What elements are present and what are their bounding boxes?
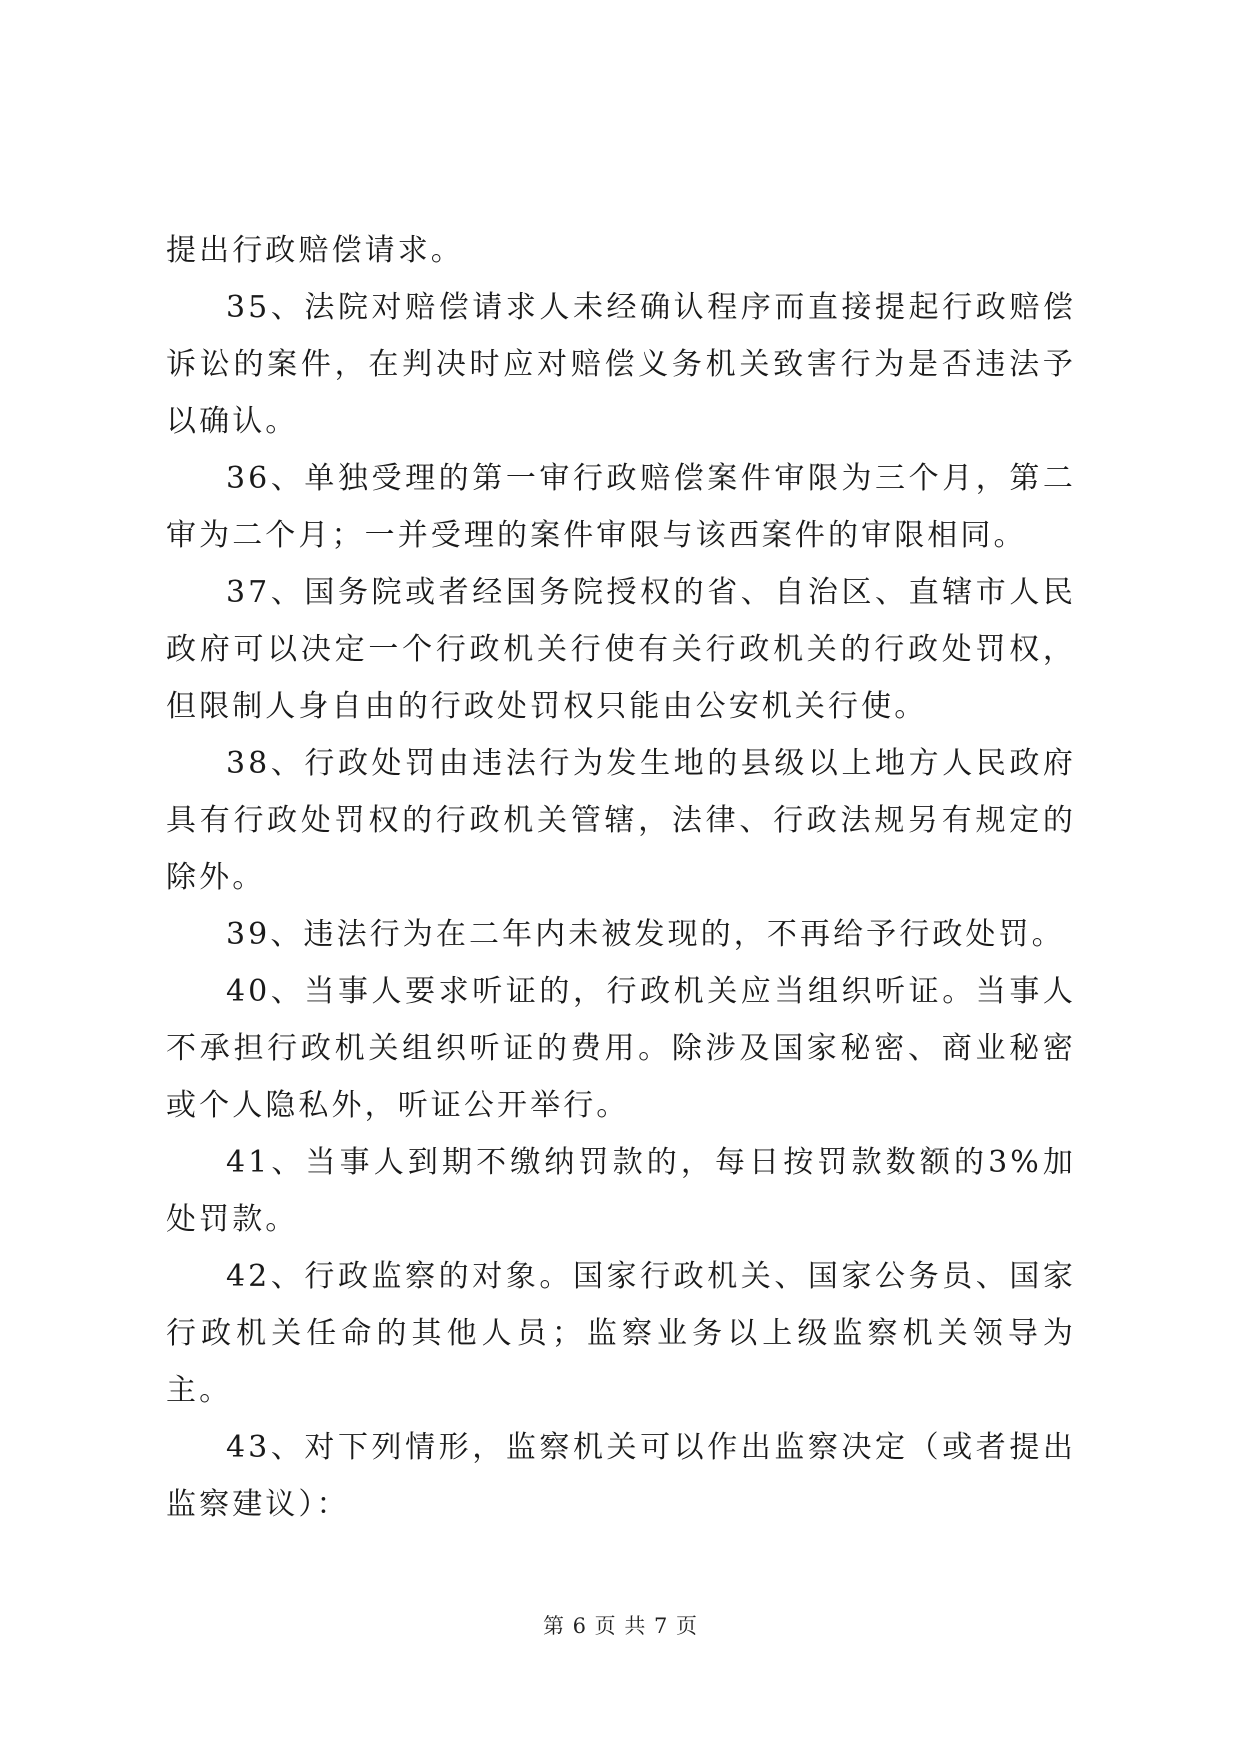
paragraph-item-41: 41、当事人到期不缴纳罚款的，每日按罚款数额的3%加处罚款。 xyxy=(166,1145,1076,1237)
page-footer: 第 6 页 共 7 页 xyxy=(542,1614,699,1638)
paragraph-item-37: 37、国务院或者经国务院授权的省、自治区、直辖市人民政府可以决定一个行政机关行使有关行政机关的行政处罚权，但限制人身自由的行政处罚权只能由公安机关行使。 xyxy=(166,575,1076,724)
paragraph-item-36: 36、单独受理的第一审行政赔偿案件审限为三个月，第二审为二个月；一并受理的案件审限与该西案件的审限相同。 xyxy=(166,461,1076,553)
paragraph-item-39: 39、违法行为在二年内未被发现的，不再给予行政处罚。 xyxy=(226,917,1065,952)
paragraph-item-43: 43、对下列情形，监察机关可以作出监察决定（或者提出监察建议）： xyxy=(166,1430,1076,1522)
paragraph-continuation: 提出行政赔偿请求。 xyxy=(166,233,464,268)
paragraph-item-38: 38、行政处罚由违法行为发生地的县级以上地方人民政府具有行政处罚权的行政机关管辖，法律、行政法规另有规定的除外。 xyxy=(166,746,1076,895)
paragraph-item-35: 35、法院对赔偿请求人未经确认程序而直接提起行政赔偿诉讼的案件，在判决时应对赔偿义务机关致害行为是否违法予以确认。 xyxy=(166,290,1076,439)
paragraph-item-40: 40、当事人要求听证的，行政机关应当组织听证。当事人不承担行政机关组织听证的费用。除涉及国家秘密、商业秘密或个人隐私外，听证公开举行。 xyxy=(166,974,1076,1123)
paragraph-item-42: 42、行政监察的对象。国家行政机关、国家公务员、国家行政机关任命的其他人员；监察业务以上级监察机关领导为主。 xyxy=(166,1259,1076,1408)
document-body xyxy=(166,222,1076,1533)
